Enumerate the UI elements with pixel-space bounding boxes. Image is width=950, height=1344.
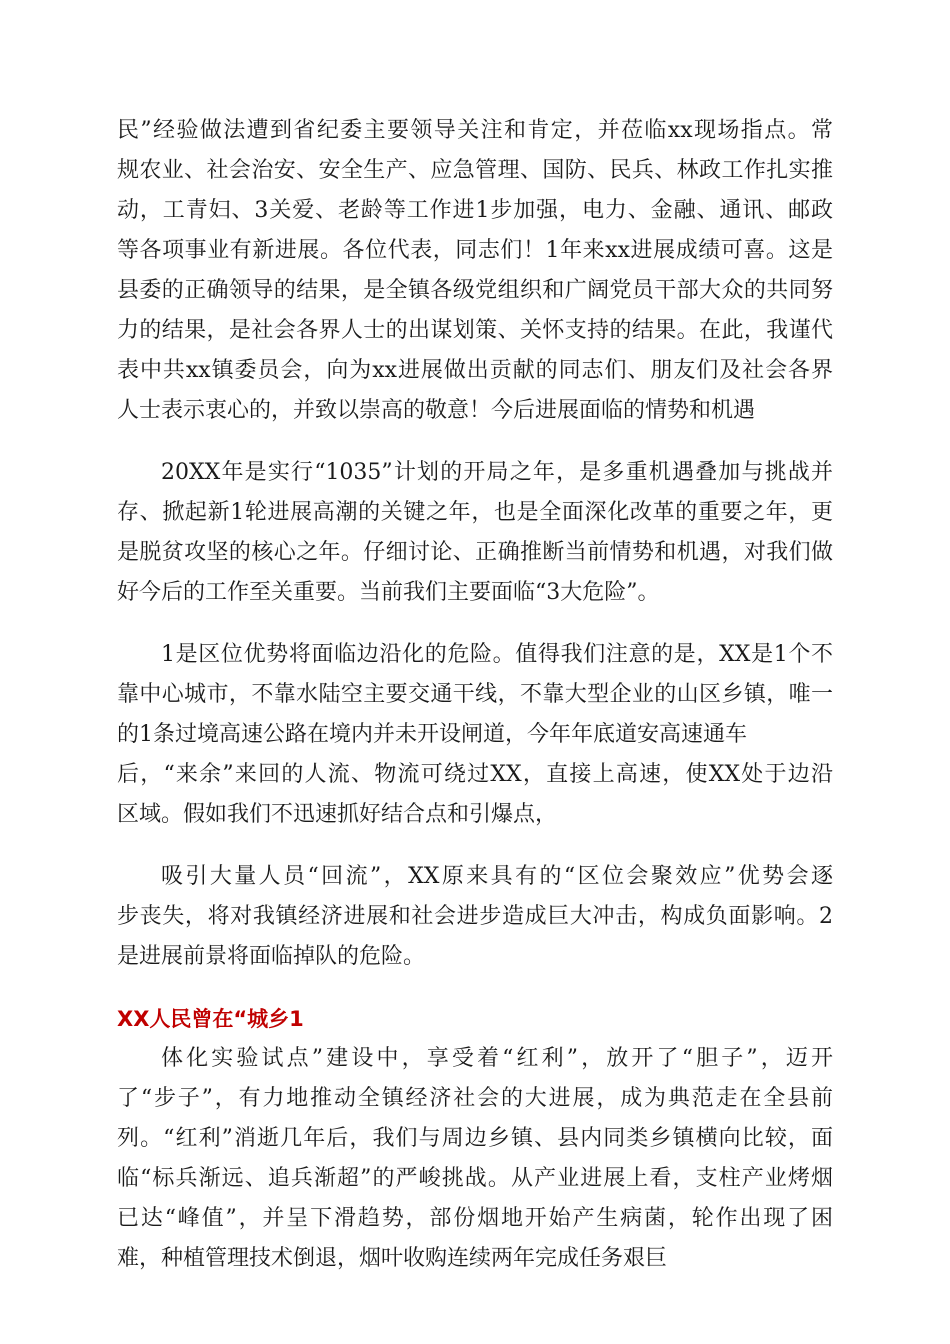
text-line: 等各项事业有新进展。各位代表，同志们！1年来xx进展成绩可喜。这是: [117, 238, 833, 263]
document-body: [117, 111, 833, 1279]
paragraph-5: [117, 1039, 833, 1279]
paragraph-gap: [117, 835, 833, 857]
paragraph-1: [117, 111, 833, 431]
paragraph-4: [117, 857, 833, 977]
paragraph-2: [117, 453, 833, 613]
section-heading: XX人民曾在“城乡1: [117, 1007, 304, 1031]
text-line: 步丧失，将对我镇经济进展和社会进步造成巨大冲击，构成负面影响。2: [117, 904, 833, 929]
text-line: 的1条过境高速公路在境内并未开设闸道，今年年底道安高速通车: [117, 722, 747, 747]
paragraph-gap: [117, 613, 833, 635]
text-line: 难，种植管理技术倒退，烟叶收购连续两年完成任务艰巨: [117, 1246, 668, 1271]
text-line: 体化实验试点”建设中，享受着“红利”，放开了“胆子”，迈开: [161, 1046, 833, 1071]
text-line: 好今后的工作至关重要。当前我们主要面临“3大危险”。: [117, 580, 660, 605]
paragraph-gap: [117, 977, 833, 999]
text-line: 列。“红利”消逝几年后，我们与周边乡镇、县内同类乡镇横向比较，面: [117, 1126, 833, 1151]
text-line: 1是区位优势将面临边沿化的危险。值得我们注意的是，XX是1个不: [161, 642, 833, 667]
text-line: 后，“来余”来回的人流、物流可绕过XX，直接上高速，使XX处于边沿: [117, 762, 833, 787]
text-line: 人士表示衷心的，并致以崇高的敬意！今后进展面临的情势和机遇: [117, 398, 756, 423]
text-line: 是进展前景将面临掉队的危险。: [117, 944, 426, 969]
text-line: 是脱贫攻坚的核心之年。仔细讨论、正确推断当前情势和机遇，对我们做: [117, 540, 833, 565]
text-line: 规农业、社会治安、安全生产、应急管理、国防、民兵、林政工作扎实推: [117, 158, 833, 183]
text-line: 已达“峰值”，并呈下滑趋势，部份烟地开始产生病菌，轮作出现了困: [117, 1206, 833, 1231]
text-line: 力的结果，是社会各界人士的出谋划策、关怀支持的结果。在此，我谨代: [117, 318, 833, 343]
text-line: 区域。假如我们不迅速抓好结合点和引爆点，: [117, 802, 558, 827]
paragraph-3: [117, 635, 833, 835]
text-line: 了“步子”，有力地推动全镇经济社会的大进展，成为典范走在全县前: [117, 1086, 833, 1111]
text-line: 动，工青妇、3关爱、老龄等工作进1步加强，电力、金融、通讯、邮政: [117, 198, 833, 223]
text-line: 20XX年是实行“1035”计划的开局之年，是多重机遇叠加与挑战并: [161, 460, 833, 485]
text-line: 县委的正确领导的结果，是全镇各级党组织和广阔党员干部大众的共同努: [117, 278, 833, 303]
text-line: 靠中心城市，不靠水陆空主要交通干线，不靠大型企业的山区乡镇，唯一: [117, 682, 833, 707]
paragraph-gap: [117, 431, 833, 453]
text-line: 表中共xx镇委员会，向为xx进展做出贡献的同志们、朋友们及社会各界: [117, 358, 833, 383]
text-line: 民”经验做法遭到省纪委主要领导关注和肯定，并莅临xx现场指点。常: [117, 118, 833, 143]
text-line: 吸引大量人员“回流”，XX原来具有的“区位会聚效应”优势会逐: [161, 864, 833, 889]
text-line: 存、掀起新1轮进展高潮的关键之年，也是全面深化改革的重要之年，更: [117, 500, 833, 525]
text-line: 临“标兵渐远、追兵渐超”的严峻挑战。从产业进展上看，支柱产业烤烟: [117, 1166, 833, 1191]
